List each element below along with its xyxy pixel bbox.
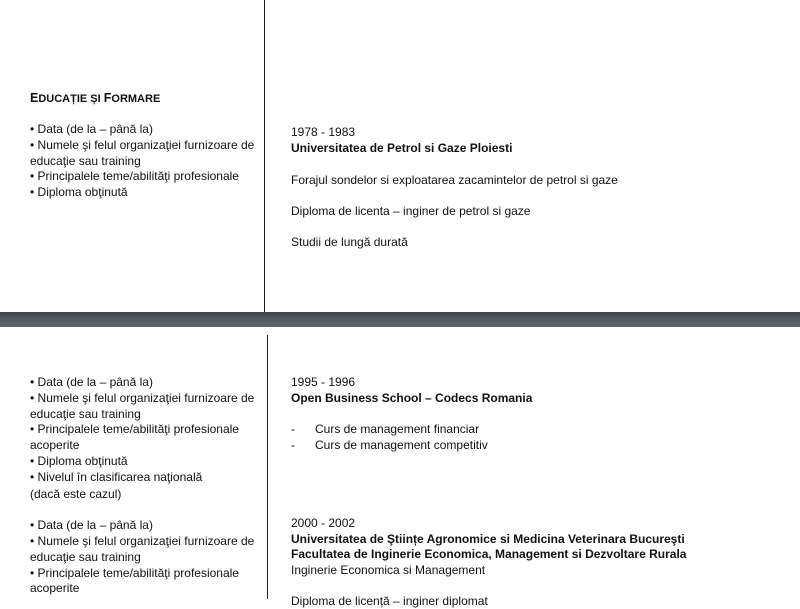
label-subjects: • Principalele teme/abilităţi profesionale — [30, 422, 239, 436]
entry-subjects: Forajul sondelor si exploatarea zacamintelor de petrol si gaze — [291, 173, 618, 187]
course-item: Curs de management financiar — [315, 422, 480, 436]
course-item: Curs de management competitiv — [315, 438, 488, 452]
label-subjects-cont: acoperite — [30, 438, 80, 452]
entry-specialization: Inginerie Economica si Management — [291, 563, 486, 577]
label-subjects: • Principalele teme/abilităţi profesionale — [30, 566, 239, 580]
column-divider — [267, 335, 268, 599]
entry-institution: Universitatea de Petrol si Gaze Ploiesti — [291, 141, 513, 155]
entry-period: 2000 - 2002 — [291, 516, 356, 530]
page-separator — [0, 312, 800, 327]
label-organisation-cont: educaţie sau training — [30, 550, 141, 564]
label-diploma: • Diploma obţinută — [30, 185, 128, 199]
entry-diploma: Diploma de licenta – inginer de petrol si gaze — [291, 204, 531, 218]
entry-period: 1995 - 1996 — [291, 375, 356, 389]
label-organisation: • Numele şi felul organizaţiei furnizoare de — [30, 391, 255, 405]
entry-level: Studii de lungă durată — [291, 235, 408, 249]
label-date: • Data (de la – până la) — [30, 375, 153, 389]
label-national-level: • Nivelul în clasificarea naţională — [30, 470, 203, 484]
label-diploma: • Diploma obţinută — [30, 454, 128, 468]
entry-institution: Open Business School – Codecs Romania — [291, 391, 533, 405]
label-date: • Data (de la – până la) — [30, 122, 153, 136]
column-divider — [264, 0, 265, 312]
entry-institution: Universitatea de Ştiințe Agronomice si Medicina Veterinara Bucureşti — [291, 532, 685, 546]
label-subjects-cont: acoperite — [30, 581, 80, 595]
label-national-level-cont: (dacă este cazul) — [30, 487, 122, 501]
list-dash: - — [291, 438, 295, 452]
label-organisation-cont: educaţie sau training — [30, 154, 141, 168]
section-title-education: EDUCAȚIE ȘI FORMARE — [30, 91, 161, 105]
document-page-2 — [0, 327, 800, 608]
label-organisation: • Numele şi felul organizaţiei furnizoare de — [30, 138, 255, 152]
entry-diploma-partial: Diploma de licență – inginer diplomat — [291, 594, 488, 608]
entry-faculty: Facultatea de Inginerie Economica, Management si Dezvoltare Rurala — [291, 547, 687, 561]
entry-period: 1978 - 1983 — [291, 125, 356, 139]
list-dash: - — [291, 422, 295, 436]
label-subjects: • Principalele teme/abilităţi profesionale — [30, 169, 239, 183]
label-organisation-cont: educaţie sau training — [30, 407, 141, 421]
label-date: • Data (de la – până la) — [30, 518, 153, 532]
label-organisation: • Numele şi felul organizaţiei furnizoare de — [30, 534, 255, 548]
